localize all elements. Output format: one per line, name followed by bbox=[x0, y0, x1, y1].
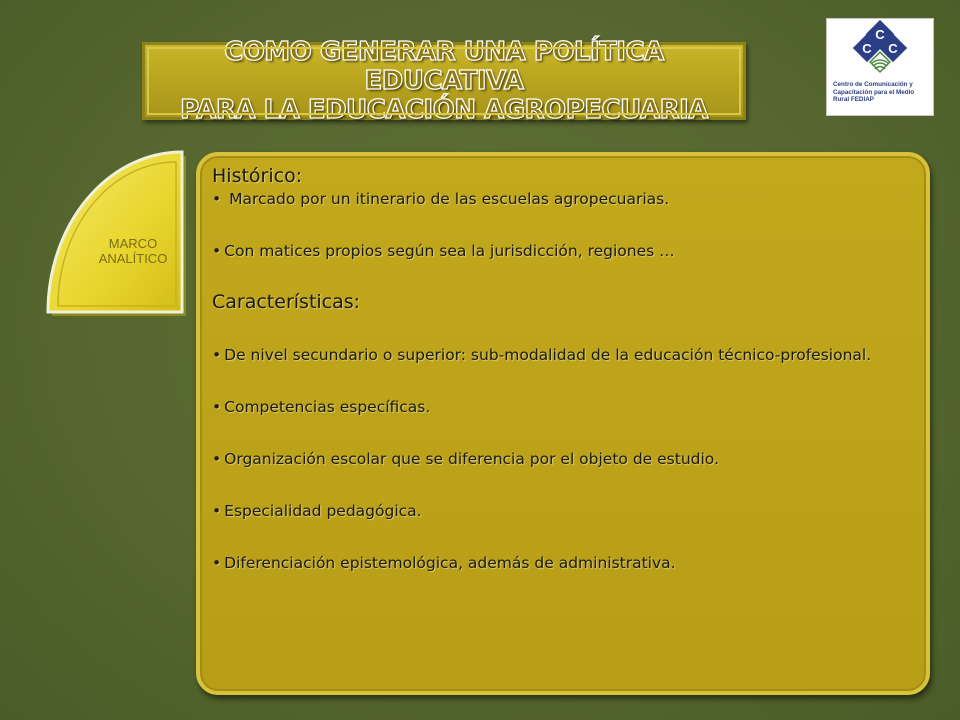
caracteristicas-item-1 bbox=[212, 344, 912, 366]
logo-letter-left: C bbox=[862, 41, 872, 56]
caracteristicas-heading bbox=[212, 290, 912, 314]
bullet-icon: • bbox=[212, 450, 222, 468]
marco-label-line-2: ANALÍTICO bbox=[98, 251, 168, 266]
caracteristicas-item-2 bbox=[212, 396, 912, 418]
marco-analitico-label bbox=[95, 236, 171, 266]
logo-caption-line-1: Centro de Comunicación y bbox=[833, 81, 913, 88]
slide-title bbox=[145, 38, 743, 125]
title-line-2: PARA LA EDUCACIÓN AGROPECUARIA bbox=[180, 94, 708, 125]
bullet-icon: • bbox=[212, 346, 222, 364]
logo-letter-top: C bbox=[875, 27, 885, 42]
logo-caption bbox=[833, 81, 929, 104]
caracteristicas-item-2-text: Competencias específicas. bbox=[224, 398, 431, 416]
caracteristicas-item-4 bbox=[212, 500, 912, 522]
caracteristicas-item-5 bbox=[212, 552, 912, 574]
logo-caption-line-2: Capacitación para el Medio bbox=[833, 88, 915, 96]
bullet-icon: • bbox=[212, 190, 222, 208]
bullet-icon: • bbox=[212, 242, 222, 260]
historico-item-1 bbox=[212, 188, 912, 210]
historico-heading bbox=[212, 164, 912, 188]
bullet-icon: • bbox=[212, 398, 222, 416]
caracteristicas-heading-text: Características: bbox=[212, 291, 361, 313]
bullet-icon: • bbox=[212, 502, 222, 520]
fediap-logo bbox=[826, 18, 934, 116]
logo-emblem bbox=[827, 19, 933, 81]
marco-label-line-1: MARCO bbox=[108, 236, 158, 251]
caracteristicas-item-3-text: Organización escolar que se diferencia por el objeto de estudio. bbox=[224, 450, 719, 468]
historico-heading-text: Histórico: bbox=[212, 165, 303, 187]
caracteristicas-item-5-text: Diferenciación epistemológica, además de administrativa. bbox=[224, 554, 676, 572]
title-line-1: COMO GENERAR UNA POLÍTICA EDUCATIVA bbox=[224, 36, 664, 96]
bullet-icon: • bbox=[212, 554, 222, 572]
caracteristicas-item-1-text: De nivel secundario o superior: sub-modalidad de la educación técnico-profesional. bbox=[224, 346, 872, 364]
caracteristicas-item-3 bbox=[212, 448, 912, 470]
historico-item-2 bbox=[212, 240, 912, 262]
logo-letter-right: C bbox=[888, 41, 898, 56]
historico-item-1-text: Marcado por un itinerario de las escuelas agropecuarias. bbox=[229, 190, 670, 208]
marco-analitico-shape bbox=[40, 148, 190, 316]
caracteristicas-item-4-text: Especialidad pedagógica. bbox=[224, 502, 422, 520]
historico-item-2-text: Con matices propios según sea la jurisdicción, regiones … bbox=[224, 242, 675, 260]
logo-caption-line-3: Rural FEDIAP bbox=[833, 96, 874, 104]
title-banner bbox=[142, 36, 746, 125]
content-body bbox=[212, 164, 912, 574]
